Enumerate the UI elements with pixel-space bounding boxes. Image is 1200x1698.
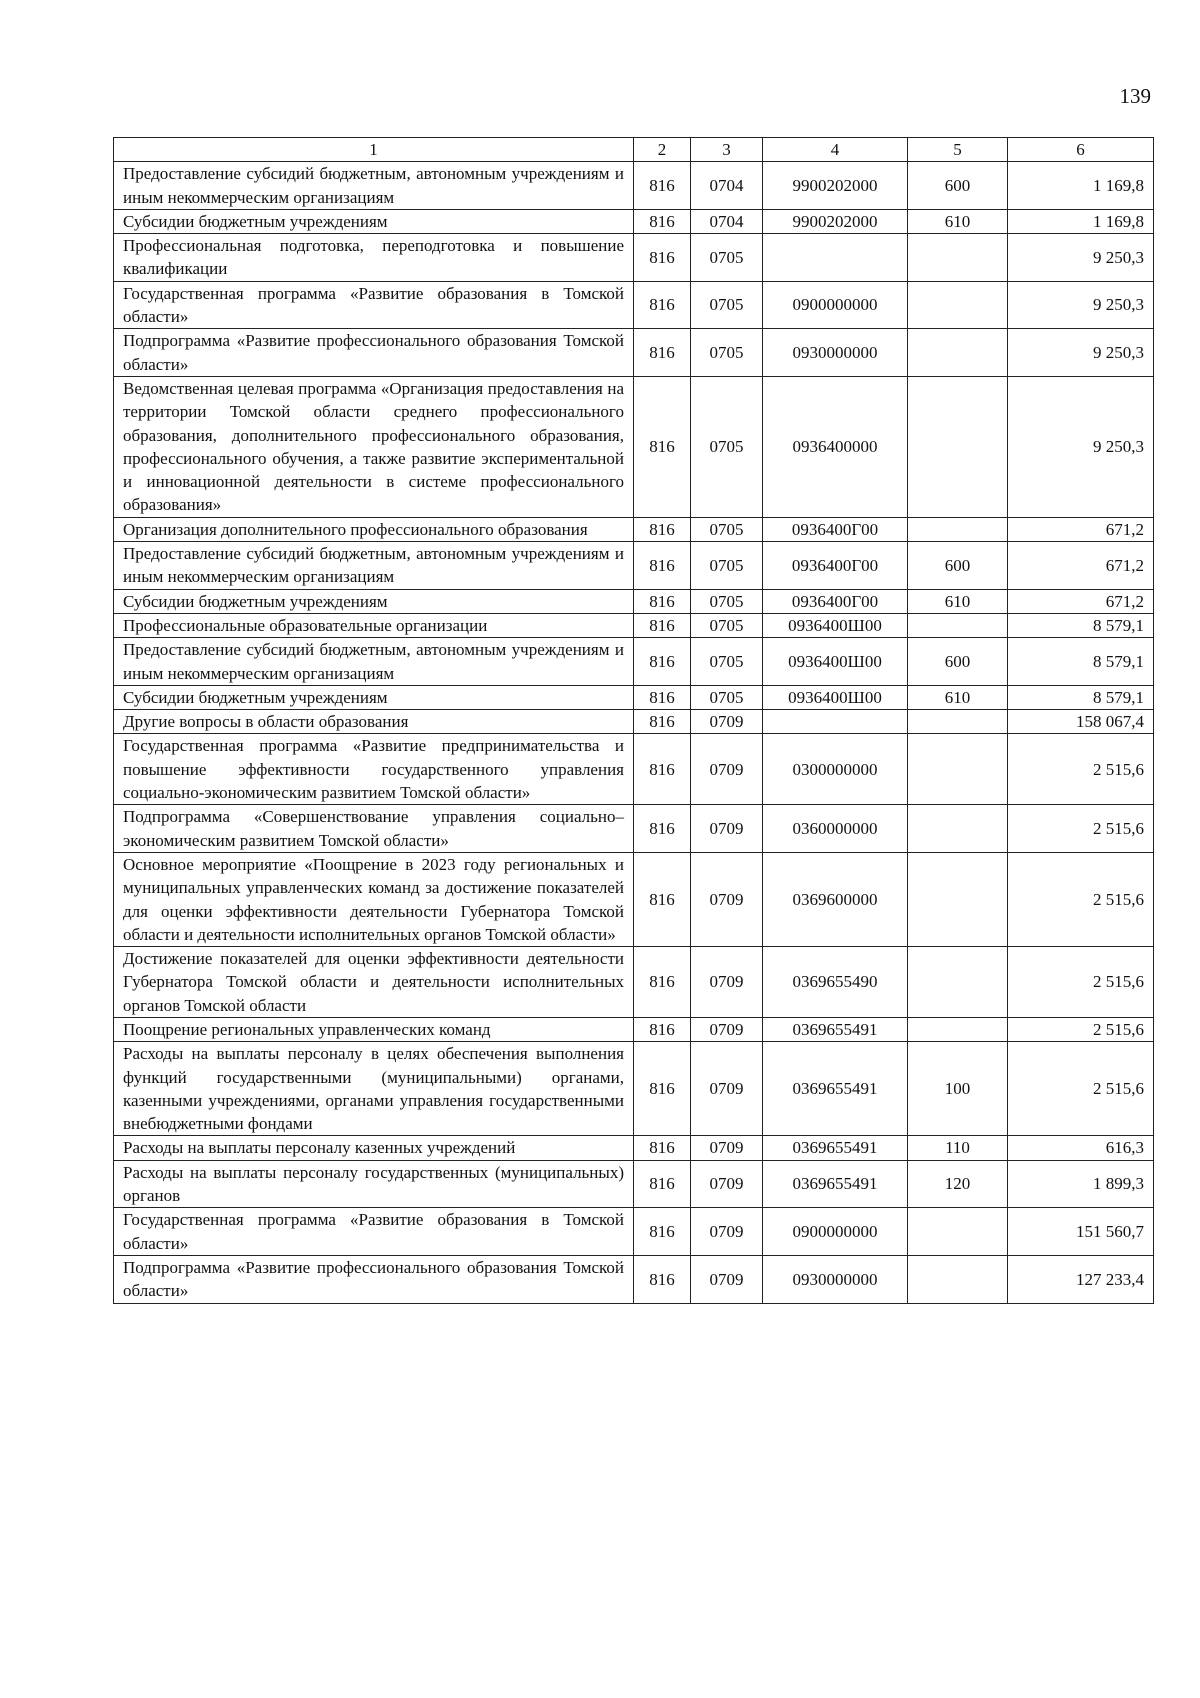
admin-code: 816 bbox=[634, 234, 691, 282]
target-code: 0369655491 bbox=[763, 1017, 908, 1041]
admin-code: 816 bbox=[634, 613, 691, 637]
amount: 9 250,3 bbox=[1008, 234, 1154, 282]
section-code: 0705 bbox=[691, 638, 763, 686]
target-code bbox=[763, 710, 908, 734]
admin-code: 816 bbox=[634, 1017, 691, 1041]
section-code: 0709 bbox=[691, 947, 763, 1018]
admin-code: 816 bbox=[634, 1136, 691, 1160]
amount: 671,2 bbox=[1008, 542, 1154, 590]
amount: 158 067,4 bbox=[1008, 710, 1154, 734]
section-code: 0709 bbox=[691, 1255, 763, 1303]
target-code: 0936400Г00 bbox=[763, 542, 908, 590]
expense-type bbox=[908, 517, 1008, 541]
table-header-row bbox=[114, 138, 1154, 162]
admin-code: 816 bbox=[634, 685, 691, 709]
section-code: 0709 bbox=[691, 710, 763, 734]
admin-code: 816 bbox=[634, 517, 691, 541]
table-row bbox=[114, 734, 1154, 805]
table-row bbox=[114, 1208, 1154, 1256]
admin-code: 816 bbox=[634, 589, 691, 613]
amount: 2 515,6 bbox=[1008, 805, 1154, 853]
table-row bbox=[114, 542, 1154, 590]
amount: 2 515,6 bbox=[1008, 1042, 1154, 1136]
row-name: Подпрограмма «Совершенствование управления социально–экономическим развитием Томской области» bbox=[114, 805, 634, 853]
expense-type bbox=[908, 1017, 1008, 1041]
target-code: 9900202000 bbox=[763, 162, 908, 210]
row-name: Субсидии бюджетным учреждениям bbox=[114, 685, 634, 709]
table-row bbox=[114, 852, 1154, 946]
table-row bbox=[114, 1136, 1154, 1160]
amount: 8 579,1 bbox=[1008, 638, 1154, 686]
expense-type: 610 bbox=[908, 589, 1008, 613]
amount: 8 579,1 bbox=[1008, 685, 1154, 709]
expense-type bbox=[908, 852, 1008, 946]
target-code bbox=[763, 234, 908, 282]
row-name: Другие вопросы в области образования bbox=[114, 710, 634, 734]
admin-code: 816 bbox=[634, 805, 691, 853]
amount: 9 250,3 bbox=[1008, 281, 1154, 329]
row-name: Достижение показателей для оценки эффективности деятельности Губернатора Томской области и деятельности исполнительных органов Томской области bbox=[114, 947, 634, 1018]
amount: 8 579,1 bbox=[1008, 613, 1154, 637]
section-code: 0709 bbox=[691, 1017, 763, 1041]
column-header: 2 bbox=[634, 138, 691, 162]
admin-code: 816 bbox=[634, 1208, 691, 1256]
target-code: 0936400Г00 bbox=[763, 517, 908, 541]
amount: 9 250,3 bbox=[1008, 329, 1154, 377]
expense-type bbox=[908, 947, 1008, 1018]
admin-code: 816 bbox=[634, 638, 691, 686]
admin-code: 816 bbox=[634, 734, 691, 805]
row-name: Подпрограмма «Развитие профессионального образования Томской области» bbox=[114, 329, 634, 377]
table-row bbox=[114, 805, 1154, 853]
section-code: 0705 bbox=[691, 589, 763, 613]
amount: 127 233,4 bbox=[1008, 1255, 1154, 1303]
row-name: Расходы на выплаты персоналу в целях обеспечения выполнения функций государственными (муниципальными) органами, казенными учреждениями, органами управления государственными внебюджетными фондами bbox=[114, 1042, 634, 1136]
expense-type bbox=[908, 734, 1008, 805]
target-code: 0930000000 bbox=[763, 1255, 908, 1303]
section-code: 0705 bbox=[691, 376, 763, 517]
row-name: Предоставление субсидий бюджетным, автономным учреждениям и иным некоммерческим организациям bbox=[114, 638, 634, 686]
expense-type bbox=[908, 1208, 1008, 1256]
table-row bbox=[114, 376, 1154, 517]
section-code: 0705 bbox=[691, 613, 763, 637]
row-name: Предоставление субсидий бюджетным, автономным учреждениям и иным некоммерческим организациям bbox=[114, 542, 634, 590]
section-code: 0705 bbox=[691, 542, 763, 590]
amount: 1 169,8 bbox=[1008, 209, 1154, 233]
table-row bbox=[114, 1017, 1154, 1041]
target-code: 9900202000 bbox=[763, 209, 908, 233]
section-code: 0705 bbox=[691, 685, 763, 709]
amount: 1 899,3 bbox=[1008, 1160, 1154, 1208]
row-name: Профессиональные образовательные организации bbox=[114, 613, 634, 637]
table-row bbox=[114, 685, 1154, 709]
section-code: 0709 bbox=[691, 1208, 763, 1256]
table-row bbox=[114, 613, 1154, 637]
row-name: Основное мероприятие «Поощрение в 2023 году региональных и муниципальных управленческих команд за достижение показателей для оценки эффективности деятельности Губернатора Томской области и деятельности исполнительных органов Томской области» bbox=[114, 852, 634, 946]
table-row bbox=[114, 162, 1154, 210]
admin-code: 816 bbox=[634, 1042, 691, 1136]
row-name: Поощрение региональных управленческих команд bbox=[114, 1017, 634, 1041]
table-row bbox=[114, 947, 1154, 1018]
row-name: Субсидии бюджетным учреждениям bbox=[114, 209, 634, 233]
section-code: 0705 bbox=[691, 517, 763, 541]
table-row bbox=[114, 1042, 1154, 1136]
section-code: 0709 bbox=[691, 1160, 763, 1208]
target-code: 0936400Ш00 bbox=[763, 685, 908, 709]
table-row bbox=[114, 638, 1154, 686]
target-code: 0360000000 bbox=[763, 805, 908, 853]
target-code: 0936400Ш00 bbox=[763, 613, 908, 637]
target-code: 0936400Г00 bbox=[763, 589, 908, 613]
admin-code: 816 bbox=[634, 542, 691, 590]
expense-type: 610 bbox=[908, 685, 1008, 709]
section-code: 0709 bbox=[691, 1042, 763, 1136]
page-number: 139 bbox=[1119, 84, 1151, 108]
expense-type bbox=[908, 329, 1008, 377]
expense-type bbox=[908, 376, 1008, 517]
row-name: Расходы на выплаты персоналу казенных учреждений bbox=[114, 1136, 634, 1160]
table-row bbox=[114, 1160, 1154, 1208]
row-name: Государственная программа «Развитие образования в Томской области» bbox=[114, 1208, 634, 1256]
expense-type: 600 bbox=[908, 542, 1008, 590]
column-header: 3 bbox=[691, 138, 763, 162]
expense-type bbox=[908, 281, 1008, 329]
amount: 2 515,6 bbox=[1008, 734, 1154, 805]
amount: 151 560,7 bbox=[1008, 1208, 1154, 1256]
amount: 616,3 bbox=[1008, 1136, 1154, 1160]
column-header: 6 bbox=[1008, 138, 1154, 162]
row-name: Субсидии бюджетным учреждениям bbox=[114, 589, 634, 613]
admin-code: 816 bbox=[634, 329, 691, 377]
row-name: Ведомственная целевая программа «Организация предоставления на территории Томской области среднего профессионального образования, дополнительного профессионального образования, профессионального обучения, а также развитие экспериментальной и инновационной деятельности в системе профессионального образования» bbox=[114, 376, 634, 517]
column-header: 4 bbox=[763, 138, 908, 162]
budget-table bbox=[113, 137, 1154, 1304]
admin-code: 816 bbox=[634, 281, 691, 329]
table-row bbox=[114, 517, 1154, 541]
table-row bbox=[114, 234, 1154, 282]
target-code: 0936400000 bbox=[763, 376, 908, 517]
admin-code: 816 bbox=[634, 947, 691, 1018]
expense-type: 100 bbox=[908, 1042, 1008, 1136]
target-code: 0900000000 bbox=[763, 1208, 908, 1256]
amount: 671,2 bbox=[1008, 589, 1154, 613]
admin-code: 816 bbox=[634, 162, 691, 210]
row-name: Предоставление субсидий бюджетным, автономным учреждениям и иным некоммерческим организациям bbox=[114, 162, 634, 210]
amount: 9 250,3 bbox=[1008, 376, 1154, 517]
table-row bbox=[114, 589, 1154, 613]
expense-type: 110 bbox=[908, 1136, 1008, 1160]
row-name: Организация дополнительного профессионального образования bbox=[114, 517, 634, 541]
section-code: 0709 bbox=[691, 852, 763, 946]
expense-type bbox=[908, 710, 1008, 734]
expense-type: 600 bbox=[908, 638, 1008, 686]
section-code: 0709 bbox=[691, 1136, 763, 1160]
section-code: 0705 bbox=[691, 281, 763, 329]
section-code: 0704 bbox=[691, 209, 763, 233]
admin-code: 816 bbox=[634, 710, 691, 734]
amount: 1 169,8 bbox=[1008, 162, 1154, 210]
target-code: 0369600000 bbox=[763, 852, 908, 946]
admin-code: 816 bbox=[634, 376, 691, 517]
admin-code: 816 bbox=[634, 209, 691, 233]
target-code: 0369655491 bbox=[763, 1042, 908, 1136]
section-code: 0705 bbox=[691, 234, 763, 282]
target-code: 0930000000 bbox=[763, 329, 908, 377]
expense-type bbox=[908, 1255, 1008, 1303]
amount: 2 515,6 bbox=[1008, 852, 1154, 946]
target-code: 0369655491 bbox=[763, 1160, 908, 1208]
target-code: 0936400Ш00 bbox=[763, 638, 908, 686]
column-header: 5 bbox=[908, 138, 1008, 162]
target-code: 0369655491 bbox=[763, 1136, 908, 1160]
row-name: Подпрограмма «Развитие профессионального образования Томской области» bbox=[114, 1255, 634, 1303]
amount: 671,2 bbox=[1008, 517, 1154, 541]
amount: 2 515,6 bbox=[1008, 947, 1154, 1018]
target-code: 0300000000 bbox=[763, 734, 908, 805]
section-code: 0709 bbox=[691, 734, 763, 805]
target-code: 0369655490 bbox=[763, 947, 908, 1018]
table-row bbox=[114, 209, 1154, 233]
section-code: 0704 bbox=[691, 162, 763, 210]
row-name: Профессиональная подготовка, переподготовка и повышение квалификации bbox=[114, 234, 634, 282]
section-code: 0705 bbox=[691, 329, 763, 377]
target-code: 0900000000 bbox=[763, 281, 908, 329]
expense-type bbox=[908, 805, 1008, 853]
column-header: 1 bbox=[114, 138, 634, 162]
amount: 2 515,6 bbox=[1008, 1017, 1154, 1041]
expense-type: 610 bbox=[908, 209, 1008, 233]
table-row bbox=[114, 281, 1154, 329]
expense-type bbox=[908, 234, 1008, 282]
section-code: 0709 bbox=[691, 805, 763, 853]
expense-type: 600 bbox=[908, 162, 1008, 210]
table-row bbox=[114, 1255, 1154, 1303]
admin-code: 816 bbox=[634, 1160, 691, 1208]
admin-code: 816 bbox=[634, 852, 691, 946]
row-name: Государственная программа «Развитие образования в Томской области» bbox=[114, 281, 634, 329]
row-name: Расходы на выплаты персоналу государственных (муниципальных) органов bbox=[114, 1160, 634, 1208]
table-row bbox=[114, 710, 1154, 734]
expense-type bbox=[908, 613, 1008, 637]
admin-code: 816 bbox=[634, 1255, 691, 1303]
expense-type: 120 bbox=[908, 1160, 1008, 1208]
row-name: Государственная программа «Развитие предпринимательства и повышение эффективности государственного управления социально-экономическим развитием Томской области» bbox=[114, 734, 634, 805]
table-row bbox=[114, 329, 1154, 377]
